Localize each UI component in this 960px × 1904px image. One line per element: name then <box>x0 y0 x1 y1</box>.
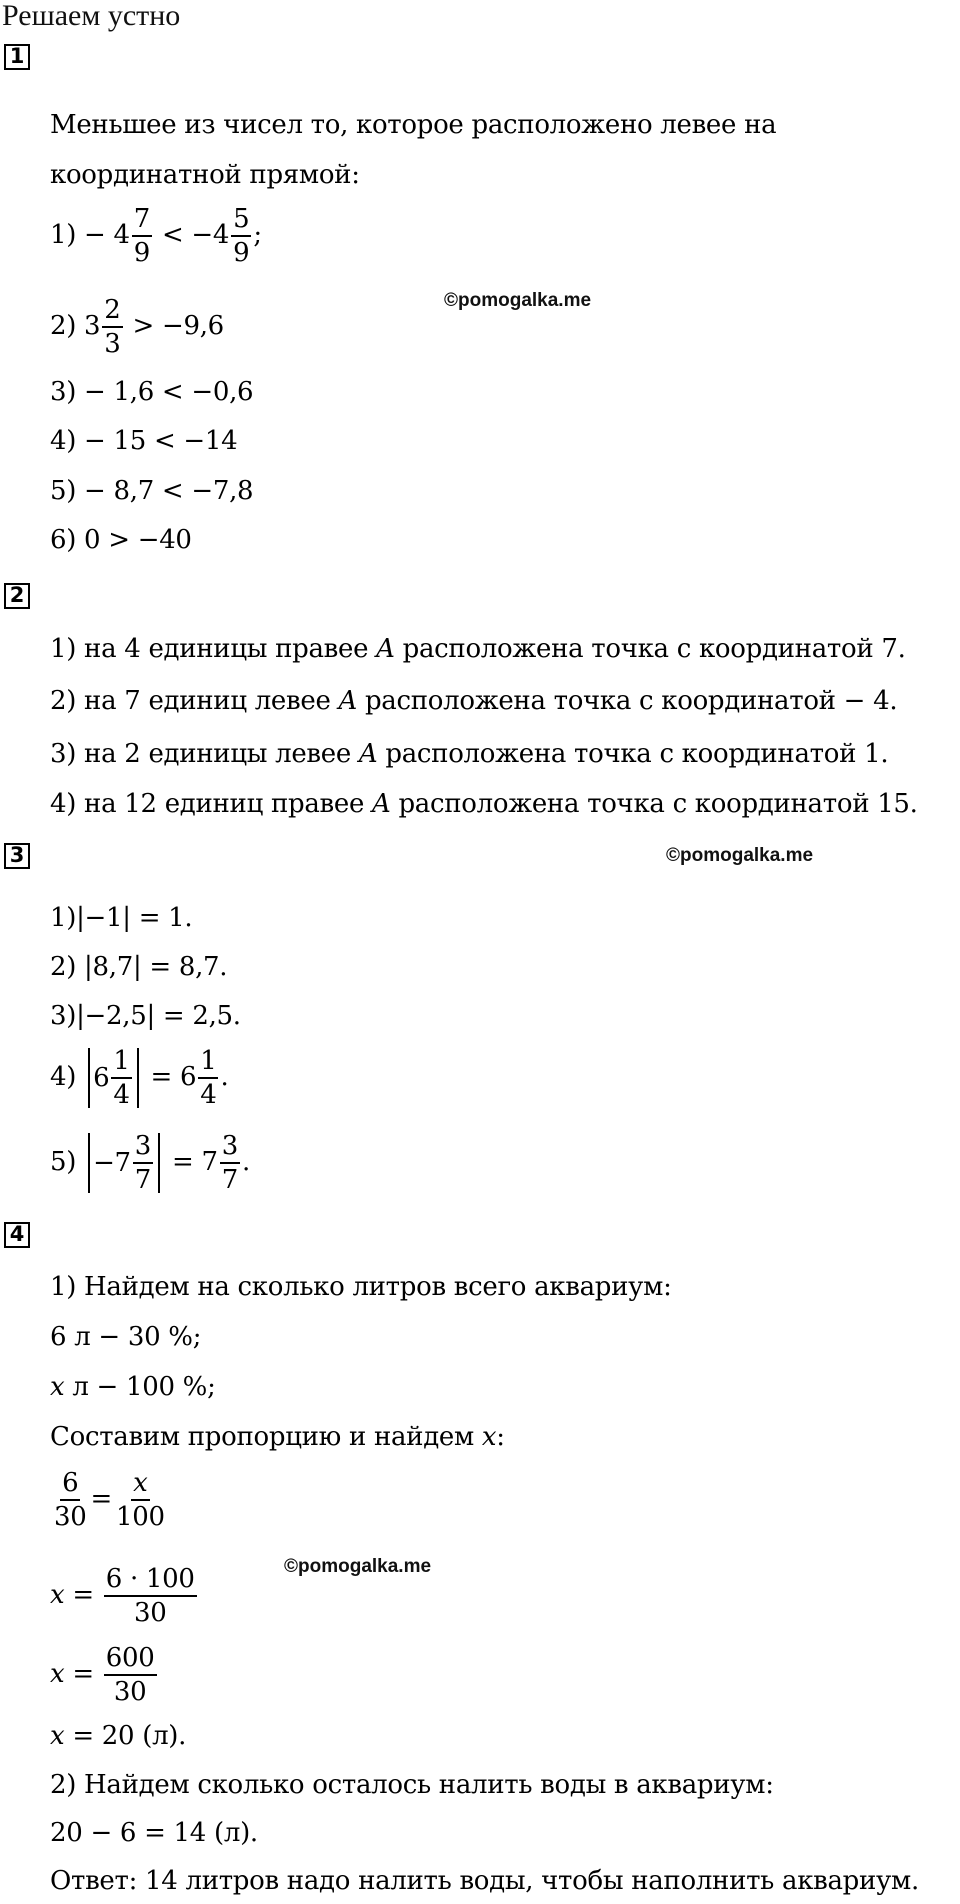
task-4-equation-2: x = $\frac{600}{30}$ <box>50 1643 155 1707</box>
task-2-number: 2 <box>4 583 30 609</box>
fraction: $\frac{6 \cdot 100}{30}$ <box>105 1564 195 1628</box>
task-2-item-1: 1) на 4 единицы правее A расположена точка с координатой 7. <box>50 634 906 664</box>
watermark: ©pomogalka.me <box>666 845 814 866</box>
fraction: $\frac{7}{9}$ <box>133 204 150 268</box>
task-2-item-3: 3) на 2 единицы левее A расположена точка с координатой 1. <box>50 739 889 769</box>
fraction: $\frac{3}{7}$ <box>134 1131 152 1195</box>
fraction: $\frac{5}{9}$ <box>233 204 250 268</box>
task-1-row-1: 1) − 4 $\frac{7}{9}$ < −4 $\frac{5}{9}$ ; <box>50 204 262 268</box>
task-1-intro-line-1: Меньшее из чисел то, которое расположено левее на <box>50 110 777 140</box>
task-4-proportion: $\frac{6}{30}$ = $\frac{x}{100}$ <box>54 1468 165 1532</box>
fraction: $\frac{2}{3}$ <box>104 295 121 359</box>
task-3-item-1: 1)|−1| = 1. <box>50 903 193 933</box>
task-1-intro-line-2: координатной прямой: <box>50 160 360 190</box>
task-1-number: 1 <box>4 44 30 70</box>
fraction: $\frac{6}{30}$ <box>54 1468 87 1532</box>
task-3-item-3: 3)|−2,5| = 2,5. <box>50 1001 241 1031</box>
watermark: ©pomogalka.me <box>284 1556 432 1577</box>
fraction: $\frac{1}{4}$ <box>113 1046 130 1110</box>
task-2-item-4: 4) на 12 единиц правее A расположена точка с координатой 15. <box>50 789 918 819</box>
fraction: $\frac{3}{7}$ <box>221 1131 238 1195</box>
absolute-value: −7 $\frac{3}{7}$ <box>88 1133 160 1193</box>
task-4-step-3: x л − 100 %; <box>50 1372 216 1402</box>
task-2-item-2: 2) на 7 единиц левее A расположена точка с координатой − 4. <box>50 686 898 716</box>
task-4-step-4: Составим пропорцию и найдем x: <box>50 1422 505 1452</box>
task-4-result: x = 20 (л). <box>50 1721 187 1751</box>
task-4-step-2: 6 л − 30 %; <box>50 1322 202 1352</box>
task-4-answer: Ответ: 14 литров надо налить воды, чтобы наполнить аквариум. <box>50 1866 919 1896</box>
task-1-row-4: 4) − 15 < −14 <box>50 426 238 456</box>
task-1-row-2: 2) 3 $\frac{2}{3}$ > −9,6 <box>50 295 224 359</box>
task-4-equation-1: x = $\frac{6 \cdot 100}{30}$ <box>50 1564 195 1628</box>
fraction: $\frac{600}{30}$ <box>105 1643 155 1707</box>
task-1-row-6: 6) 0 > −40 <box>50 525 192 555</box>
fraction: $\frac{1}{4}$ <box>200 1046 217 1110</box>
fraction: $\frac{x}{100}$ <box>115 1468 165 1532</box>
task-4-step-6: 20 − 6 = 14 (л). <box>50 1818 258 1848</box>
page-title: Решаем устно <box>2 0 181 32</box>
absolute-value: 6 $\frac{1}{4}$ <box>88 1048 139 1108</box>
task-1-row-3: 3) − 1,6 < −0,6 <box>50 377 254 407</box>
task-3-item-5: 5) −7 $\frac{3}{7}$ = 7 $\frac{3}{7}$ . <box>50 1131 250 1195</box>
watermark: ©pomogalka.me <box>444 290 592 311</box>
task-1-row-5: 5) − 8,7 < −7,8 <box>50 476 254 506</box>
task-4-number: 4 <box>4 1222 30 1248</box>
task-4-step-1: 1) Найдем на сколько литров всего аквариум: <box>50 1272 672 1302</box>
task-3-item-4: 4) 6 $\frac{1}{4}$ = 6 $\frac{1}{4}$ . <box>50 1046 229 1110</box>
task-3-number: 3 <box>4 843 30 869</box>
task-4-step-5: 2) Найдем сколько осталось налить воды в аквариум: <box>50 1770 774 1800</box>
task-3-item-2: 2) |8,7| = 8,7. <box>50 952 228 982</box>
